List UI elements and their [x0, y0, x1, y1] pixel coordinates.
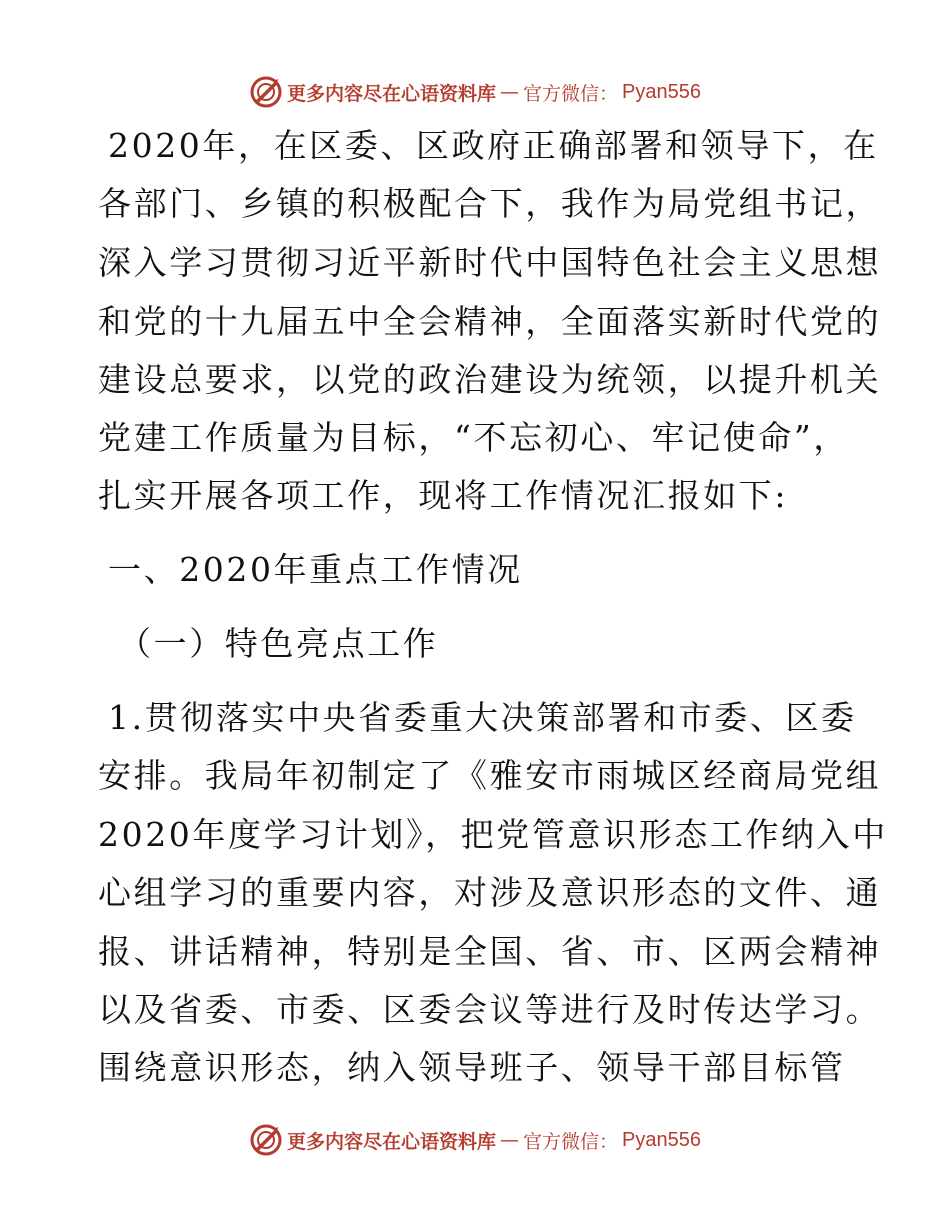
watermark-dash: —: [500, 81, 520, 103]
intro-line-6: 党建工作质量为目标，“不忘初心、牢记使命”，: [98, 418, 849, 457]
watermark-account: Pyan556: [622, 1128, 701, 1151]
watermark-brand: 更多内容尽在心语资料库: [287, 1130, 497, 1153]
watermark-account: Pyan556: [622, 80, 701, 103]
section-heading-1: 一、2020年重点工作情况: [108, 550, 523, 589]
footer-watermark: [0, 1120, 950, 1160]
logo-icon: [249, 75, 283, 109]
item-line-5: 报、讲话精神，特别是全国、省、市、区两会精神: [98, 932, 882, 971]
watermark-label: 官方微信：: [523, 82, 619, 105]
watermark-dash: —: [500, 1129, 520, 1151]
intro-line-5: 建设总要求，以党的政治建设为统领，以提升机关: [98, 360, 882, 399]
watermark-brand: 更多内容尽在心语资料库: [287, 82, 497, 105]
item-line-4: 心组学习的重要内容，对涉及意识形态的文件、通: [98, 873, 882, 912]
item-line-3: 2020年度学习计划》，把党管意识形态工作纳入中: [98, 815, 888, 854]
logo-icon: [249, 1123, 283, 1157]
section-heading-2: （一）特色亮点工作: [118, 624, 439, 663]
intro-line-7: 扎实开展各项工作，现将工作情况汇报如下:: [98, 476, 789, 515]
watermark-label: 官方微信：: [523, 1130, 619, 1153]
intro-line-1: 2020年，在区委、区政府正确部署和领导下，在: [108, 126, 879, 165]
item-line-6: 以及省委、市委、区委会议等进行及时传达学习。: [98, 990, 882, 1029]
intro-line-4: 和党的十九届五中全会精神，全面落实新时代党的: [98, 302, 882, 341]
item-line-2: 安排。我局年初制定了《雅安市雨城区经商局党组: [98, 756, 882, 795]
item-line-1: 1.贯彻落实中央省委重大决策部署和市委、区委: [108, 698, 857, 737]
header-watermark: [0, 72, 950, 112]
item-line-7: 围绕意识形态，纳入领导班子、领导干部目标管: [98, 1048, 846, 1087]
intro-line-2: 各部门、乡镇的积极配合下，我作为局党组书记，: [98, 184, 882, 223]
intro-line-3: 深入学习贯彻习近平新时代中国特色社会主义思想: [98, 243, 882, 282]
